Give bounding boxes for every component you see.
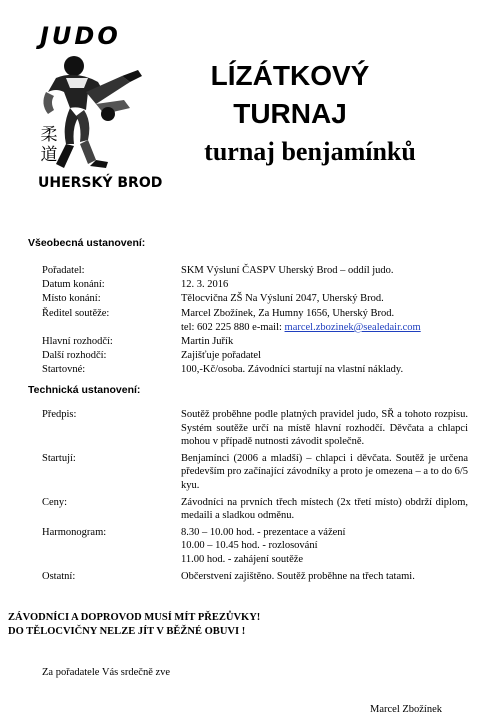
row-label: Předpis: xyxy=(42,409,77,420)
tech-row-ostatni xyxy=(28,570,468,584)
title-line-1: LÍZÁTKOVÝ xyxy=(210,60,370,91)
schedule-line: 8.30 – 10.00 hod. - prezentace a vážení xyxy=(181,526,346,538)
general-row xyxy=(28,335,468,349)
tech-row-startuji xyxy=(28,452,468,493)
kanji-do: 道 xyxy=(40,145,58,165)
kanji-ju: 柔 xyxy=(40,125,58,145)
row-value: Marcel Zbožínek, Za Humny 1656, Uherský Brod. xyxy=(181,307,395,319)
notice-line-2: DO TĚLOCVIČNY NELZE JÍT V BĚŽNÉ OBUVI ! xyxy=(8,626,246,637)
row-label: Ostatní: xyxy=(42,570,76,582)
technical-heading: Technická ustanovení: xyxy=(28,384,141,396)
row-label: Další rozhodčí: xyxy=(42,350,107,362)
row-value: Benjamínci (2006 a mladší) – chlapci i děvčata. Soutěž je určena především pro začínající závodníky a proto je omezena – a to do 6/5 kyu. xyxy=(181,452,468,491)
general-row xyxy=(28,307,468,321)
logo-kanji xyxy=(37,125,61,165)
row-label: Startují: xyxy=(42,452,76,464)
logo-judo-text: JUDO xyxy=(40,22,121,50)
general-row xyxy=(28,349,468,363)
technical-section xyxy=(28,408,468,586)
row-label: Ředitel soutěže: xyxy=(42,307,110,319)
title-line-2: TURNAJ xyxy=(233,98,347,129)
general-row xyxy=(28,264,468,278)
logo-city-text: UHERSKÝ BROD xyxy=(38,175,163,191)
general-heading: Všeobecná ustanovení: xyxy=(28,237,146,249)
row-label xyxy=(28,321,181,335)
tech-row-ceny xyxy=(28,496,468,523)
club-logo xyxy=(20,22,163,197)
tech-row-harmonogram xyxy=(28,526,468,567)
row-label: Hlavní rozhodčí: xyxy=(42,336,113,348)
organizer-signature: Marcel Zbožínek xyxy=(370,704,443,715)
row-label: Místo konání: xyxy=(42,293,101,305)
row-value: Martin Juřík xyxy=(181,336,234,348)
row-label: Startovné: xyxy=(42,364,86,376)
row-value: Zajišťuje pořadatel xyxy=(181,350,261,362)
general-row xyxy=(28,278,468,292)
general-row xyxy=(28,292,468,306)
row-value: SKM Výsluní ČASPV Uherský Brod – oddíl judo. xyxy=(181,265,394,276)
title-subtitle: turnaj benjamínků xyxy=(204,137,416,166)
schedule-line: 10.00 – 10.45 hod. - rozlosování xyxy=(181,540,318,552)
row-label: Pořadatel: xyxy=(42,265,85,276)
notice-line-1: ZÁVODNÍCI A DOPROVOD MUSÍ MÍT PŘEZŮVKY! xyxy=(8,612,261,623)
general-row xyxy=(28,363,468,377)
contact-phone: tel: 602 225 880 e-mail: xyxy=(181,321,285,333)
row-value: 12. 3. 2016 xyxy=(181,279,229,291)
row-label: Datum konání: xyxy=(42,279,105,291)
row-value: Občerstvení zajištěno. Soutěž proběhne na třech tatami. xyxy=(181,570,415,582)
row-label: Harmonogram: xyxy=(42,526,107,538)
email-link[interactable]: marcel.zbozinek@sealedair.com xyxy=(284,321,421,333)
general-section xyxy=(28,264,468,378)
row-label: Ceny: xyxy=(42,496,68,508)
general-row xyxy=(28,321,468,335)
invitation-text: Za pořadatele Vás srdečně zve xyxy=(42,667,171,678)
row-value: 100,-Kč/osoba. Závodníci startují na vlastní náklady. xyxy=(181,364,404,376)
row-value: Tělocvična ZŠ Na Výsluní 2047, Uherský Brod. xyxy=(181,293,384,305)
row-value xyxy=(181,321,468,335)
footwear-notice xyxy=(8,611,260,639)
row-value: Závodníci na prvních třech místech (2x třetí místo) obdrží diplom, medaili a sladkou odměnu. xyxy=(181,496,468,522)
row-value: Soutěž proběhne podle platných pravidel judo, SŘ a tohoto rozpisu. Systém soutěže určí na místě hlavní rozhodčí. Děvčata a chlapci mohou v případě nutnosti závodit společně. xyxy=(181,409,468,448)
schedule-line: 11.00 hod. - zahájení soutěže xyxy=(181,553,304,565)
row-value xyxy=(181,526,468,567)
tech-row-predpis xyxy=(28,408,468,449)
